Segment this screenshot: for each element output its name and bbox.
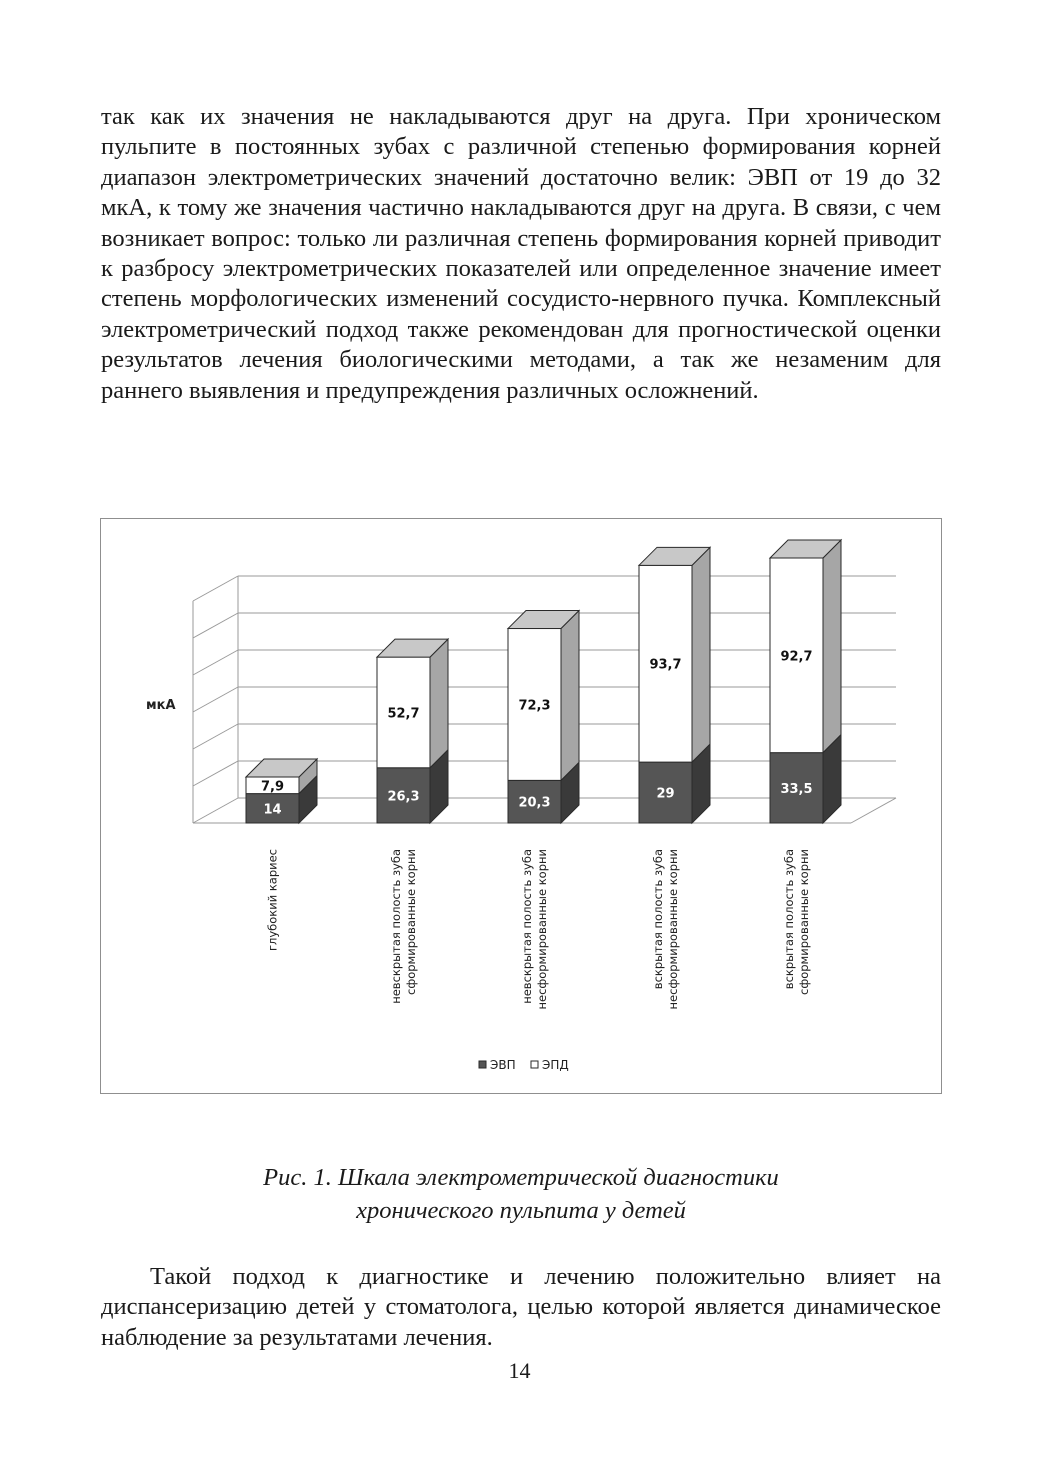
side-gridline [193, 724, 238, 749]
data-label-evp: 14 [263, 802, 282, 818]
figure-chart-frame [100, 518, 942, 1094]
data-label-epd: 93,7 [649, 657, 682, 673]
y-axis-label: мкА [146, 698, 176, 713]
data-label-epd: 7,9 [260, 779, 285, 795]
figure-caption-line-2: хронического пульпита у детей [356, 1197, 686, 1224]
legend-label-epd: ЭПД [542, 1058, 569, 1072]
data-label-epd: 92,7 [780, 649, 813, 665]
bar-epd-side [823, 540, 841, 753]
floor-right-edge [851, 798, 896, 823]
category-label: сформированные корни [797, 849, 811, 995]
category-label: сформированные корни [404, 849, 418, 995]
legend-swatch-evp [479, 1061, 486, 1068]
bar-epd-side [430, 639, 448, 768]
side-gridline [193, 798, 238, 823]
data-label-epd: 52,7 [387, 706, 420, 722]
category-label: вскрытая полость зуба [782, 849, 796, 990]
side-gridline [193, 650, 238, 675]
legend-swatch-epd [531, 1061, 538, 1068]
page-number: 14 [508, 1358, 531, 1383]
data-label-evp: 26,3 [387, 789, 420, 805]
data-label-evp: 29 [656, 786, 675, 802]
bar-epd-side [561, 611, 579, 781]
body-paragraph-2: Такой подход к диагностике и лечению положительно влияет на диспансеризацию детей у стоматолога, целью которой является динамическое наблюдение за результатами лечения. [101, 1263, 941, 1351]
category-label: глубокий кариес [265, 849, 280, 952]
category-label: несформированные корни [535, 849, 549, 1010]
data-label-evp: 33,5 [780, 781, 813, 797]
bar-epd-side [692, 547, 710, 762]
side-gridline [193, 687, 238, 712]
legend-label-evp: ЭВП [490, 1058, 516, 1072]
side-gridline [193, 761, 238, 786]
category-label: невскрытая полость зуба [520, 849, 534, 1004]
figure-caption-line-1: Рис. 1. Шкала электрометрической диагностики [263, 1164, 779, 1191]
category-label: невскрытая полость зуба [389, 849, 403, 1004]
side-gridline [193, 576, 238, 601]
data-label-epd: 72,3 [518, 698, 551, 714]
side-gridline [193, 613, 238, 638]
body-paragraph-1: так как их значения не накладываются друг на друга. При хроническом пульпите в постоянных зубах с различной степенью формирования корней диапазон электрометрических значений достаточно велик: ЭВП от 19 до 32 мкА, к тому же значения частично накладываются друг на друга. В связи, с чем возникает вопрос: только ли различная степень формирования корней приводит к разбросу электрометрических показателей или определенное значение имеет степень морфологических изменений сосудисто-нервного пучка. Комплексный электрометрический подход также рекомендован для прогностической оценки результатов лечения биологическими методами, а так же незаменим для раннего выявления и предупреждения различных осложнений. [101, 103, 941, 404]
stacked-bar-chart [101, 519, 941, 1093]
category-label: несформированные корни [666, 849, 680, 1010]
category-label: вскрытая полость зуба [651, 849, 665, 990]
data-label-evp: 20,3 [518, 795, 551, 811]
